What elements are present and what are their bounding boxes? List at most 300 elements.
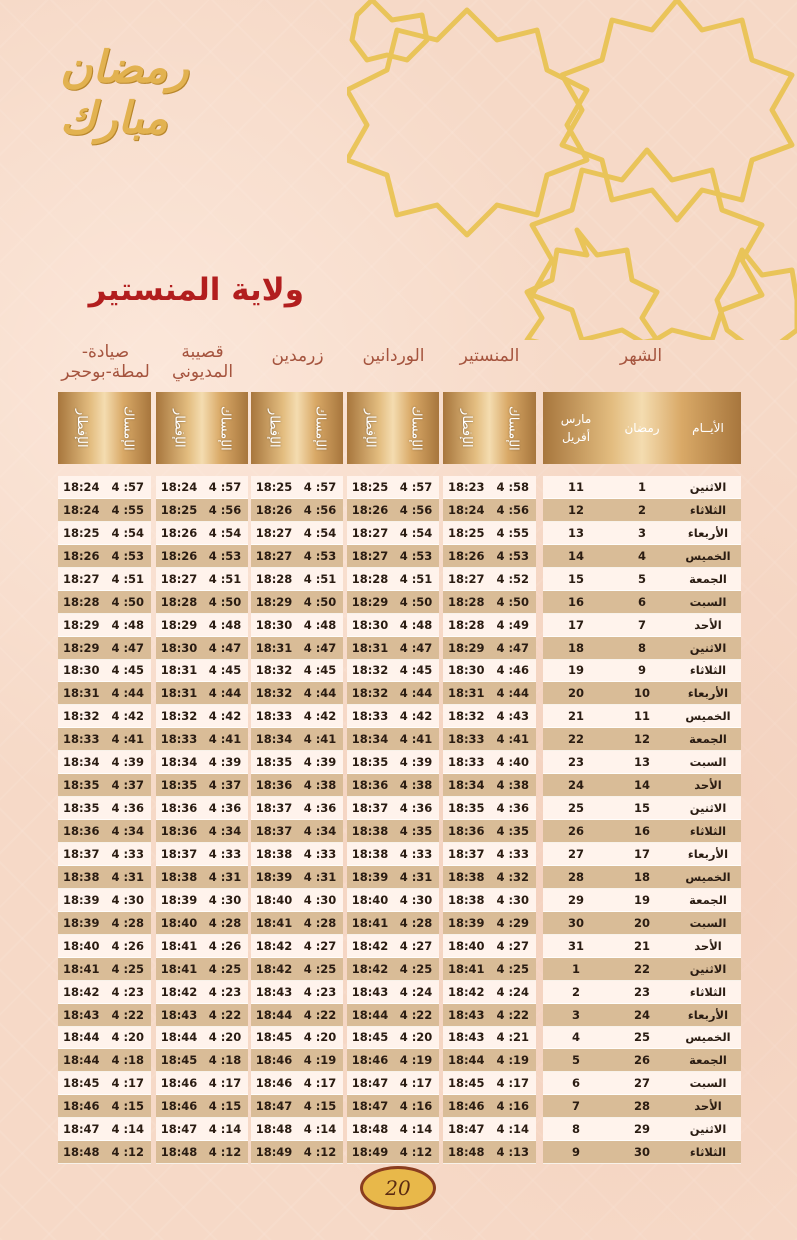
iftar-time: 18:40 — [62, 938, 100, 953]
iftar-time: 18:48 — [62, 1145, 100, 1160]
imsak-time: 4 :20 — [303, 1030, 337, 1045]
table-row — [543, 545, 741, 568]
table-row — [251, 728, 343, 751]
gregorian-date: 20 — [567, 686, 584, 701]
table-row — [156, 522, 248, 545]
imsak-time: 4 :39 — [303, 755, 337, 770]
table-row — [156, 1141, 248, 1164]
imsak-time: 4 :40 — [496, 755, 530, 770]
ramadan-day: 27 — [633, 1076, 650, 1091]
gregorian-date: 29 — [567, 892, 584, 907]
imsak-time: 4 :41 — [208, 732, 242, 747]
imsak-time: 4 :33 — [496, 846, 530, 861]
imsak-label: الإمساك — [217, 405, 233, 451]
islamic-star-pattern — [347, 0, 797, 340]
ramadan-day: 10 — [633, 686, 650, 701]
zeramdine-times-header — [251, 392, 343, 464]
imsak-time: 4 :33 — [303, 846, 337, 861]
table-row — [347, 866, 439, 889]
days-label: الأيــام — [692, 421, 724, 435]
imsak-time: 4 :21 — [496, 1030, 530, 1045]
table-row — [543, 866, 741, 889]
iftar-time: 18:28 — [62, 594, 100, 609]
iftar-time: 18:38 — [351, 824, 389, 839]
weekday: الاثنين — [689, 801, 727, 816]
iftar-time: 18:47 — [447, 1122, 485, 1137]
location-zeramdine — [250, 326, 345, 386]
imsak-time: 4 :42 — [303, 709, 337, 724]
imsak-time: 4 :45 — [303, 663, 337, 678]
imsak-time: 4 :39 — [399, 755, 433, 770]
table-row — [251, 705, 343, 728]
table-row — [156, 705, 248, 728]
table-row — [251, 1118, 343, 1141]
weekday: الجمعة — [689, 1053, 727, 1068]
weekday: الأربعاء — [687, 1007, 729, 1022]
table-row — [251, 522, 343, 545]
iftar-time: 18:25 — [255, 479, 293, 494]
gregorian-date: 28 — [567, 869, 584, 884]
table-row — [251, 476, 343, 499]
table-row — [58, 1049, 151, 1072]
iftar-time: 18:34 — [351, 732, 389, 747]
days-header-cell — [675, 392, 741, 464]
table-row — [251, 1095, 343, 1118]
imsak-time: 4 :51 — [303, 571, 337, 586]
monastir-times-header — [443, 392, 536, 464]
table-row — [443, 660, 536, 683]
table-row — [443, 1027, 536, 1050]
imsak-time: 4 :17 — [303, 1076, 337, 1091]
table-row — [443, 958, 536, 981]
imsak-time: 4 :58 — [496, 479, 530, 494]
imsak-time: 4 :20 — [399, 1030, 433, 1045]
imsak-label: الإمساك — [312, 405, 328, 451]
iftar-time: 18:33 — [447, 732, 485, 747]
gregorian-date: 5 — [571, 1053, 580, 1068]
imsak-time: 4 :55 — [496, 525, 530, 540]
table-row — [251, 981, 343, 1004]
ramadan-day: 26 — [633, 1053, 650, 1068]
imsak-time: 4 :34 — [111, 824, 145, 839]
iftar-time: 18:29 — [351, 594, 389, 609]
iftar-time: 18:40 — [255, 892, 293, 907]
imsak-header-cell — [393, 392, 439, 464]
iftar-time: 18:44 — [255, 1007, 293, 1022]
weekday: السبت — [689, 755, 727, 770]
imsak-time: 4 :19 — [496, 1053, 530, 1068]
imsak-time: 4 :23 — [111, 984, 145, 999]
imsak-time: 4 :14 — [208, 1122, 242, 1137]
ramadan-day: 18 — [633, 869, 650, 884]
imsak-time: 4 :51 — [111, 571, 145, 586]
ramadan-day: 25 — [633, 1030, 650, 1045]
table-row — [543, 820, 741, 843]
gregorian-date: 16 — [567, 594, 584, 609]
ramadan-label: رمضان — [624, 421, 660, 435]
table-row — [251, 820, 343, 843]
iftar-time: 18:43 — [62, 1007, 100, 1022]
location-monastir — [442, 326, 537, 386]
imsak-time: 4 :44 — [208, 686, 242, 701]
iftar-time: 18:37 — [160, 846, 198, 861]
table-row — [156, 797, 248, 820]
table-row — [58, 660, 151, 683]
weekday: السبت — [689, 915, 727, 930]
imsak-time: 4 :18 — [208, 1053, 242, 1068]
imsak-time: 4 :48 — [303, 617, 337, 632]
gregorian-date: 14 — [567, 548, 584, 563]
weekday: الثلاثاء — [689, 663, 727, 678]
table-row — [156, 614, 248, 637]
table-row — [543, 774, 741, 797]
iftar-time: 18:48 — [255, 1122, 293, 1137]
imsak-time: 4 :18 — [111, 1053, 145, 1068]
iftar-time: 18:42 — [351, 961, 389, 976]
table-row — [543, 889, 741, 912]
table-row — [251, 1004, 343, 1027]
imsak-time: 4 :28 — [303, 915, 337, 930]
table-row — [543, 499, 741, 522]
table-row — [543, 705, 741, 728]
iftar-time: 18:25 — [160, 502, 198, 517]
iftar-time: 18:35 — [351, 755, 389, 770]
ramadan-day: 7 — [637, 617, 646, 632]
imsak-time: 4 :53 — [399, 548, 433, 563]
imsak-time: 4 :42 — [208, 709, 242, 724]
gregorian-date: 7 — [571, 1099, 580, 1114]
imsak-time: 4 :22 — [208, 1007, 242, 1022]
table-row — [543, 935, 741, 958]
iftar-time: 18:47 — [255, 1099, 293, 1114]
imsak-time: 4 :15 — [111, 1099, 145, 1114]
iftar-time: 18:28 — [447, 594, 485, 609]
gregorian-date: 9 — [571, 1145, 580, 1160]
table-row — [156, 820, 248, 843]
ramadan-day: 22 — [633, 961, 650, 976]
table-row — [347, 1049, 439, 1072]
imsak-time: 4 :56 — [496, 502, 530, 517]
table-row — [443, 591, 536, 614]
table-row — [58, 522, 151, 545]
ouardanine-times-header — [347, 392, 439, 464]
iftar-time: 18:39 — [447, 915, 485, 930]
imsak-label: الإمساك — [408, 405, 424, 451]
iftar-time: 18:26 — [351, 502, 389, 517]
table-row — [443, 797, 536, 820]
weekday: الجمعة — [689, 732, 727, 747]
imsak-time: 4 :17 — [208, 1076, 242, 1091]
iftar-time: 18:26 — [447, 548, 485, 563]
gregorian-date: 1 — [571, 961, 580, 976]
iftar-time: 18:30 — [255, 617, 293, 632]
location-ksibet-line2: المديوني — [171, 362, 234, 382]
location-ksibet-el-mediouni — [155, 332, 250, 392]
table-row — [543, 1004, 741, 1027]
weekday: السبت — [689, 1076, 727, 1091]
table-row — [443, 820, 536, 843]
table-row — [58, 545, 151, 568]
iftar-time: 18:47 — [351, 1099, 389, 1114]
imsak-time: 4 :33 — [208, 846, 242, 861]
iftar-time: 18:33 — [447, 755, 485, 770]
imsak-time: 4 :47 — [496, 640, 530, 655]
ramadan-day: 3 — [637, 525, 646, 540]
weekday: الأحد — [694, 778, 722, 793]
table-row — [251, 889, 343, 912]
ramadan-day: 17 — [633, 846, 650, 861]
imsak-time: 4 :54 — [208, 525, 242, 540]
iftar-time: 18:43 — [255, 984, 293, 999]
iftar-time: 18:41 — [160, 961, 198, 976]
imsak-time: 4 :50 — [496, 594, 530, 609]
imsak-time: 4 :39 — [111, 755, 145, 770]
imsak-time: 4 :25 — [399, 961, 433, 976]
imsak-time: 4 :44 — [496, 686, 530, 701]
table-row — [251, 1141, 343, 1164]
table-row — [443, 935, 536, 958]
gregorian-date: 13 — [567, 525, 584, 540]
iftar-time: 18:42 — [62, 984, 100, 999]
table-row — [251, 774, 343, 797]
page-number: 20 — [385, 1176, 411, 1200]
month-header: الشهر — [619, 346, 663, 366]
iftar-time: 18:46 — [255, 1053, 293, 1068]
sayada-times — [58, 476, 151, 1164]
iftar-time: 18:42 — [447, 984, 485, 999]
iftar-time: 18:37 — [255, 824, 293, 839]
table-row — [443, 1118, 536, 1141]
table-row — [156, 660, 248, 683]
iftar-time: 18:30 — [447, 663, 485, 678]
ramadan-day: 28 — [633, 1099, 650, 1114]
imsak-time: 4 :19 — [399, 1053, 433, 1068]
table-row — [58, 614, 151, 637]
gregorian-date: 3 — [571, 1007, 580, 1022]
gregorian-date: 19 — [567, 663, 584, 678]
table-row — [58, 1141, 151, 1164]
iftar-time: 18:37 — [255, 801, 293, 816]
imsak-time: 4 :43 — [496, 709, 530, 724]
iftar-time: 18:32 — [351, 663, 389, 678]
iftar-time: 18:35 — [447, 801, 485, 816]
location-sayada-lamta-bouhjar — [57, 332, 154, 392]
table-row — [443, 751, 536, 774]
ramadan-day: 6 — [637, 594, 646, 609]
table-row — [347, 660, 439, 683]
iftar-time: 18:26 — [255, 502, 293, 517]
weekday: الأربعاء — [687, 846, 729, 861]
iftar-time: 18:32 — [447, 709, 485, 724]
iftar-time: 18:27 — [255, 525, 293, 540]
ramadan-day: 2 — [637, 502, 646, 517]
imsak-time: 4 :50 — [399, 594, 433, 609]
gregorian-date: 12 — [567, 502, 584, 517]
iftar-time: 18:45 — [351, 1030, 389, 1045]
table-row — [58, 568, 151, 591]
iftar-time: 18:31 — [447, 686, 485, 701]
iftar-time: 18:27 — [351, 525, 389, 540]
imsak-time: 4 :20 — [111, 1030, 145, 1045]
iftar-time: 18:24 — [62, 479, 100, 494]
table-row — [58, 705, 151, 728]
table-row — [58, 751, 151, 774]
table-row — [156, 866, 248, 889]
iftar-time: 18:38 — [447, 892, 485, 907]
weekday: الأحد — [694, 1099, 722, 1114]
table-row — [443, 981, 536, 1004]
gregorian-date: 8 — [571, 1122, 580, 1137]
iftar-time: 18:26 — [160, 548, 198, 563]
iftar-header-cell — [347, 392, 393, 464]
ramadan-day: 15 — [633, 801, 650, 816]
imsak-time: 4 :38 — [496, 778, 530, 793]
imsak-time: 4 :24 — [496, 984, 530, 999]
iftar-time: 18:46 — [447, 1099, 485, 1114]
table-row — [58, 728, 151, 751]
april-label: أفريل — [561, 430, 591, 444]
gregorian-date: 22 — [567, 732, 584, 747]
table-row — [58, 1027, 151, 1050]
imsak-time: 4 :12 — [303, 1145, 337, 1160]
iftar-time: 18:35 — [255, 755, 293, 770]
imsak-time: 4 :16 — [399, 1099, 433, 1114]
table-row — [443, 1049, 536, 1072]
table-row — [347, 1141, 439, 1164]
gregorian-date: 17 — [567, 617, 584, 632]
imsak-time: 4 :55 — [111, 502, 145, 517]
iftar-time: 18:34 — [255, 732, 293, 747]
iftar-time: 18:29 — [62, 617, 100, 632]
imsak-time: 4 :30 — [496, 892, 530, 907]
table-row — [156, 476, 248, 499]
imsak-time: 4 :30 — [208, 892, 242, 907]
imsak-time: 4 :14 — [399, 1122, 433, 1137]
table-row — [347, 728, 439, 751]
ramadan-day: 5 — [637, 571, 646, 586]
iftar-time: 18:29 — [62, 640, 100, 655]
iftar-time: 18:31 — [351, 640, 389, 655]
ramadan-day: 11 — [633, 709, 650, 724]
days-header — [543, 392, 741, 464]
table-row — [58, 889, 151, 912]
iftar-time: 18:32 — [62, 709, 100, 724]
imsak-time: 4 :35 — [399, 824, 433, 839]
imsak-time: 4 :48 — [399, 617, 433, 632]
iftar-time: 18:42 — [351, 938, 389, 953]
table-row — [251, 614, 343, 637]
imsak-time: 4 :14 — [111, 1122, 145, 1137]
gregorian-date: 30 — [567, 915, 584, 930]
iftar-time: 18:25 — [447, 525, 485, 540]
weekday: الأربعاء — [687, 525, 729, 540]
imsak-time: 4 :45 — [208, 663, 242, 678]
iftar-time: 18:26 — [160, 525, 198, 540]
imsak-time: 4 :46 — [496, 663, 530, 678]
table-row — [251, 591, 343, 614]
table-row — [347, 1118, 439, 1141]
imsak-time: 4 :54 — [399, 525, 433, 540]
ramadan-day: 4 — [637, 548, 646, 563]
table-row — [543, 1095, 741, 1118]
imsak-time: 4 :51 — [208, 571, 242, 586]
weekday: الأحد — [694, 617, 722, 632]
imsak-time: 4 :31 — [303, 869, 337, 884]
imsak-time: 4 :24 — [399, 984, 433, 999]
iftar-time: 18:36 — [160, 801, 198, 816]
table-row — [347, 1027, 439, 1050]
table-row — [58, 476, 151, 499]
ramadan-day: 12 — [633, 732, 650, 747]
iftar-time: 18:27 — [447, 571, 485, 586]
table-row — [347, 499, 439, 522]
table-row — [251, 912, 343, 935]
iftar-time: 18:36 — [62, 824, 100, 839]
iftar-time: 18:36 — [160, 824, 198, 839]
imsak-time: 4 :38 — [303, 778, 337, 793]
weekday: الخميس — [685, 869, 731, 884]
imsak-time: 4 :28 — [399, 915, 433, 930]
table-row — [251, 866, 343, 889]
table-row — [543, 751, 741, 774]
iftar-time: 18:42 — [160, 984, 198, 999]
table-row — [347, 591, 439, 614]
iftar-time: 18:47 — [62, 1122, 100, 1137]
table-row — [443, 889, 536, 912]
imsak-label: الإمساك — [120, 405, 136, 451]
imsak-time: 4 :42 — [399, 709, 433, 724]
page-title: ولاية المنستير — [88, 272, 304, 308]
table-row — [443, 476, 536, 499]
table-row — [543, 1072, 741, 1095]
table-row — [156, 1095, 248, 1118]
table-row — [443, 1072, 536, 1095]
imsak-time: 4 :41 — [496, 732, 530, 747]
table-row — [443, 1004, 536, 1027]
table-row — [58, 591, 151, 614]
table-row — [347, 682, 439, 705]
imsak-time: 4 :53 — [496, 548, 530, 563]
table-row — [347, 981, 439, 1004]
iftar-time: 18:28 — [447, 617, 485, 632]
table-row — [251, 1049, 343, 1072]
imsak-time: 4 :32 — [496, 869, 530, 884]
iftar-time: 18:32 — [255, 663, 293, 678]
table-row — [251, 637, 343, 660]
location-ouardanine — [346, 326, 441, 386]
imsak-time: 4 :37 — [111, 778, 145, 793]
table-row — [156, 912, 248, 935]
iftar-time: 18:33 — [351, 709, 389, 724]
table-row — [58, 981, 151, 1004]
imsak-time: 4 :44 — [399, 686, 433, 701]
zeramdine-times — [251, 476, 343, 1164]
table-row — [443, 1095, 536, 1118]
imsak-time: 4 :45 — [111, 663, 145, 678]
ramadan-header-cell — [609, 392, 675, 464]
table-row — [156, 637, 248, 660]
iftar-time: 18:27 — [62, 571, 100, 586]
gregorian-date: 27 — [567, 846, 584, 861]
imsak-time: 4 :54 — [303, 525, 337, 540]
iftar-time: 18:35 — [62, 801, 100, 816]
iftar-time: 18:45 — [255, 1030, 293, 1045]
gregorian-date: 23 — [567, 755, 584, 770]
table-row — [58, 1072, 151, 1095]
imsak-time: 4 :36 — [496, 801, 530, 816]
iftar-time: 18:35 — [62, 778, 100, 793]
iftar-time: 18:23 — [447, 479, 485, 494]
